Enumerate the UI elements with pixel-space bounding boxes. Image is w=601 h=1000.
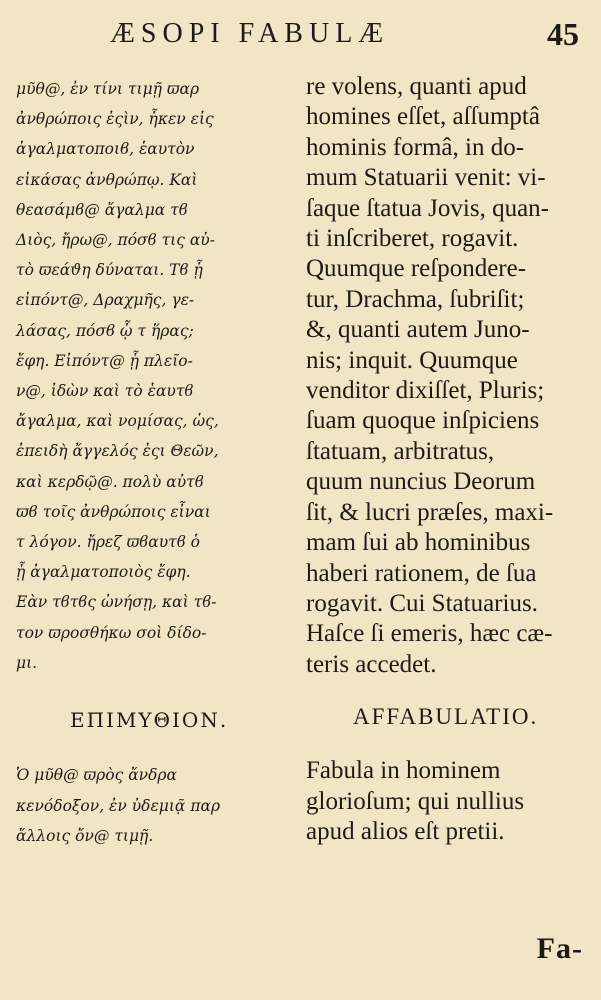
greek-line: τον ϖροσθήκω σοὶ δίδο- bbox=[16, 623, 207, 642]
greek-line: ἀγαλματοποιϐ, ἑαυτὸν bbox=[16, 140, 195, 159]
moral-greek bbox=[16, 760, 286, 852]
moral-greek-line: Ὁ μῦθ@ ϖρὸς ἄνδρα bbox=[16, 766, 177, 784]
moral-greek-line: κενόδοξον, ἐν ὐδεμιᾷ παρ bbox=[16, 796, 221, 815]
greek-line: ἔφη. Εἰπόντ@ ᾗ πλεῖο- bbox=[16, 351, 193, 370]
catchword: Fa- bbox=[536, 932, 583, 965]
greek-line: ν@, ἰδὼν καὶ τὸ ἑαυτϐ bbox=[16, 382, 194, 401]
greek-line: ϖϐ τοῖς ἀνθρώποις εἶναι bbox=[16, 502, 211, 521]
latin-line: Haſce ſi emeris, hæc cæ- bbox=[306, 620, 553, 648]
latin-line: venditor dixiſſet, Pluris; bbox=[306, 377, 545, 405]
moral-latin-line: apud alios eſt pretii. bbox=[306, 818, 505, 845]
greek-line: ἐπειδὴ ἄγγελός ἐςι Θεῶν, bbox=[16, 442, 219, 461]
greek-line: εἰπόντ@, Δραχμῆς, γε- bbox=[16, 291, 195, 310]
latin-line: homines eſſet, aſſumptâ bbox=[306, 103, 540, 131]
latin-line: re volens, quanti apud bbox=[306, 73, 527, 100]
latin-line: ſaque ſtatua Jovis, quan- bbox=[306, 194, 549, 222]
greek-line: εἰκάσας ἀνθρώπῳ. Καὶ bbox=[16, 170, 198, 189]
moral-latin bbox=[306, 756, 592, 848]
greek-line: θεασάμϐ@ ἄγαλμα τϐ bbox=[16, 200, 188, 219]
moral-latin-line: Fabula in hominem bbox=[306, 757, 501, 784]
running-head: ÆSOPI FABULÆ bbox=[110, 18, 390, 49]
latin-line: haberi rationem, de ſua bbox=[306, 559, 537, 587]
latin-line: &, quanti autem Juno- bbox=[306, 316, 530, 344]
latin-line: Quumque reſpondere- bbox=[306, 255, 527, 283]
latin-column bbox=[306, 72, 592, 680]
page-header bbox=[0, 14, 601, 54]
greek-line: καὶ κερδῷ@. πολὺ αὐτϐ bbox=[16, 472, 204, 491]
latin-line: ti inſcriberet, rogavit. bbox=[306, 225, 519, 253]
greek-line: Εὰν τϐτϐς ὠνήσῃ, καὶ τϐ- bbox=[16, 593, 217, 612]
greek-line: μι. bbox=[16, 653, 38, 672]
latin-line: tur, Drachma, ſubriſit; bbox=[306, 285, 525, 313]
greek-line: τὸ ϖεάϑη δύναται. Τϐ ᾗ bbox=[16, 261, 203, 280]
latin-line: mum Statuarii venit: vi- bbox=[306, 164, 546, 192]
latin-line: quum nuncius Deorum bbox=[306, 468, 536, 496]
latin-line: ſuam quoque inſpiciens bbox=[306, 407, 540, 435]
latin-line: hominis formâ, in do- bbox=[306, 133, 525, 161]
latin-line: mam ſui ab hominibus bbox=[306, 529, 531, 557]
greek-line: ἀνθρώποις ἐςὶν, ἧκεν εἰς bbox=[16, 110, 214, 129]
latin-line: teris accedet. bbox=[306, 650, 437, 678]
greek-line: λάσας, πόσϐ ᾧ τ ἥρας; bbox=[16, 321, 194, 340]
moral-heading-latin: AFFABULATIO. bbox=[353, 704, 539, 729]
greek-line: μῦθ@, ἐν τίνι τιμῇ ϖαρ bbox=[16, 80, 200, 98]
greek-column bbox=[16, 74, 286, 678]
greek-line: Διὸς, ἤρω@, πόσϐ τις αὐ- bbox=[16, 231, 215, 250]
moral-heading-greek: ΕΠΙΜΥΘΙΟΝ. bbox=[70, 708, 229, 732]
moral-greek-line: ἄλλοις ὄν@ τιμῇ. bbox=[16, 827, 154, 845]
greek-line: ἄγαλμα, καὶ νομίσας, ὡς, bbox=[16, 412, 219, 431]
greek-line: τ λόγον. ἤρεζ ϖϐαυτϐ ὁ bbox=[16, 533, 200, 552]
latin-line: ſtatuam, arbitratus, bbox=[306, 437, 495, 465]
page-number: 45 bbox=[547, 16, 579, 52]
latin-line: rogavit. Cui Statuarius. bbox=[306, 589, 538, 617]
latin-line: ſit, & lucri præſes, maxi- bbox=[306, 498, 554, 526]
greek-line: ᾗ ἀγαλματοποιὸς ἔφη. bbox=[16, 563, 191, 582]
latin-line: nis; inquit. Quumque bbox=[306, 346, 518, 374]
moral-latin-line: glorioſum; qui nullius bbox=[306, 787, 525, 815]
